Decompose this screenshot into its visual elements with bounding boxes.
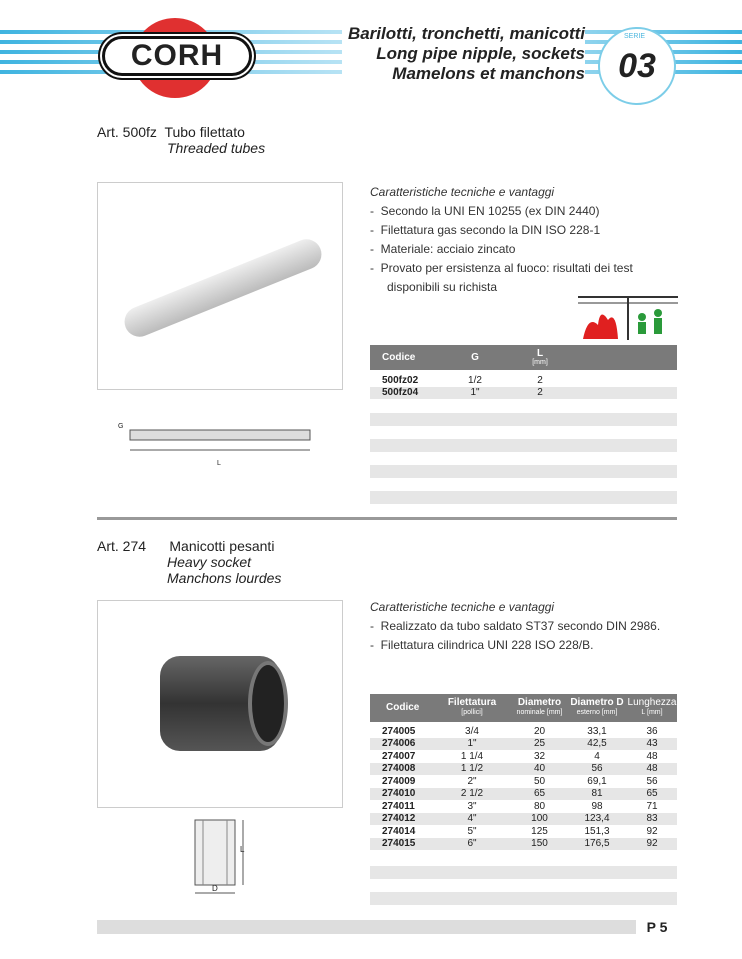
table-cell: 80	[533, 800, 546, 812]
table-cell: 48	[646, 750, 658, 762]
label-g: G	[118, 423, 124, 430]
table-cell: 42,5	[587, 738, 607, 750]
table-cell: 100	[531, 813, 548, 825]
footer-bar	[97, 920, 677, 934]
table-cell: 50	[533, 775, 546, 787]
table-header	[370, 345, 677, 370]
feature: Filettatura gas secondo la DIN ISO 228-1	[380, 223, 601, 237]
table-cell: 3"	[467, 800, 477, 812]
table-row	[370, 750, 677, 763]
art-code: Art. 274	[97, 538, 147, 554]
section2-features: Caratteristiche tecniche e vantaggi - Realizzato da tubo saldato ST37 secondo DIN 2986. - Filettatura cilindrica UNI 228 ISO 228/B.	[370, 598, 680, 655]
col-codice: Codice	[382, 352, 416, 363]
table-cell: 20	[533, 725, 546, 737]
table-cell: 4	[594, 750, 600, 762]
table-cell: 71	[646, 800, 658, 812]
col-lunghezza: Lunghezza	[627, 697, 677, 708]
table-cell: 1 1/4	[460, 750, 484, 762]
table-cell: 274007	[382, 750, 416, 762]
label-d: D	[212, 884, 218, 893]
header-titles	[342, 24, 585, 84]
table-500fz	[370, 345, 677, 517]
table-cell: 43	[646, 738, 658, 750]
table-cell: 25	[533, 738, 546, 750]
table-cell: 33,1	[587, 725, 607, 737]
table-cell: 1/2	[468, 374, 482, 386]
table-cell: 2	[537, 387, 543, 399]
blank-rows	[370, 413, 677, 504]
section1-features: Caratteristiche tecniche e vantaggi - Secondo la UNI EN 10255 (ex DIN 2440) - Filettatura gas secondo la DIN ISO 228-1 - Materiale: acciaio zincato - Provato per ersistenza al fuoco: risultati dei test disponibili su richista	[370, 183, 670, 297]
art-name-en: Threaded tubes	[167, 140, 266, 156]
title-it: Barilotti, tronchetti, manicotti	[347, 24, 585, 43]
series-seal: SERIE 03	[598, 27, 676, 105]
art-name-fr: Manchons lourdes	[167, 570, 282, 586]
table-cell: 125	[531, 825, 548, 837]
section-divider	[97, 517, 677, 520]
table-row	[370, 738, 677, 751]
section2-title	[97, 538, 281, 586]
table-cell: 500fz02	[382, 374, 419, 386]
col-codice: Codice	[386, 702, 420, 713]
label-l: L	[217, 460, 221, 467]
table-row	[370, 387, 677, 400]
art-name: Tubo filettato	[164, 124, 245, 140]
col-diametro-d: Diametro D	[570, 697, 624, 708]
table-header	[370, 694, 677, 722]
table-cell: 98	[591, 800, 603, 812]
table-cell: 92	[646, 838, 658, 850]
table-cell: 274009	[382, 775, 416, 787]
col-l-unit: [mm]	[532, 358, 548, 366]
table-cell: 274010	[382, 788, 416, 800]
table-cell: 274015	[382, 838, 416, 850]
table-cell: 48	[646, 763, 658, 775]
title-fr: Mamelons et manchons	[392, 64, 585, 83]
table-cell: 274005	[382, 725, 416, 737]
table-cell: 32	[533, 750, 546, 762]
col-sub: esterno [mm]	[576, 709, 618, 716]
table-row	[370, 725, 677, 738]
table-cell: 1"	[467, 738, 477, 750]
table-cell: 274014	[382, 825, 416, 837]
table-cell: 151,3	[584, 825, 610, 837]
fire-test-icon	[578, 295, 678, 340]
table-cell: 36	[646, 725, 658, 737]
title-en: Long pipe nipple, sockets	[376, 44, 585, 63]
art-name: Manicotti pesanti	[169, 538, 275, 554]
table-cell: 274012	[382, 813, 416, 825]
col-sub: [pollici]	[461, 709, 483, 716]
table-cell: 40	[533, 763, 546, 775]
product-image-tube	[97, 182, 343, 390]
tube-drawing	[115, 420, 325, 480]
table-cell: 176,5	[584, 838, 610, 850]
col-diametro: Diametro	[517, 697, 562, 708]
table-cell: 123,4	[584, 813, 610, 825]
table-cell: 65	[646, 788, 658, 800]
table-cell: 92	[646, 825, 658, 837]
feature: Materiale: acciaio zincato	[380, 242, 516, 256]
feature: Provato per ersistenza al fuoco: risultati dei test disponibili su richista	[380, 261, 633, 294]
col-sub: nominale [mm]	[516, 709, 563, 716]
feature: Secondo la UNI EN 10255 (ex DIN 2440)	[380, 204, 600, 218]
table-cell: 2 1/2	[460, 788, 484, 800]
table-cell: 3/4	[465, 725, 479, 737]
table-cell: 56	[591, 763, 603, 775]
table-row	[370, 775, 677, 788]
table-274	[370, 694, 677, 918]
table-cell: 5"	[467, 825, 477, 837]
features-title: Caratteristiche tecniche e vantaggi	[370, 600, 555, 614]
series-number: 03	[618, 46, 656, 85]
table-cell: 274011	[382, 800, 415, 812]
table-row	[370, 788, 677, 801]
page-number: P 5	[636, 917, 678, 937]
features-title: Caratteristiche tecniche e vantaggi	[370, 185, 555, 199]
col-l: L	[536, 347, 544, 359]
art-code: Art. 500fz	[97, 124, 157, 140]
product-image-socket	[97, 600, 343, 808]
table-cell: 2"	[467, 775, 477, 787]
socket-drawing	[185, 815, 255, 900]
table-cell: 2	[537, 374, 543, 386]
table-row	[370, 813, 677, 826]
table-cell: 500fz04	[382, 387, 419, 399]
col-filettatura: Filettatura	[447, 697, 497, 708]
table-cell: 274006	[382, 738, 416, 750]
logo: CORH	[102, 36, 252, 76]
table-row	[370, 374, 677, 387]
col-g: G	[471, 352, 479, 363]
table-row	[370, 800, 677, 813]
table-row	[370, 763, 677, 776]
section1-title	[97, 124, 265, 156]
table-cell: 56	[646, 775, 658, 787]
table-cell: 4"	[467, 813, 477, 825]
table-cell: 1"	[470, 387, 480, 399]
col-sub: L [mm]	[641, 709, 663, 716]
table-cell: 83	[646, 813, 658, 825]
table-cell: 1 1/2	[460, 763, 484, 775]
table-cell: 65	[533, 788, 546, 800]
art-name-en: Heavy socket	[167, 554, 252, 570]
blank-rows	[370, 866, 677, 905]
table-row	[370, 838, 677, 851]
label-l: L	[240, 845, 245, 854]
table-cell: 274008	[382, 763, 416, 775]
feature: Realizzato da tubo saldato ST37 secondo DIN 2986.	[380, 619, 661, 633]
table-cell: 150	[531, 838, 548, 850]
table-cell: 6"	[467, 838, 477, 850]
table-cell: 81	[591, 788, 603, 800]
feature: Filettatura cilindrica UNI 228 ISO 228/B.	[380, 638, 594, 652]
table-row	[370, 825, 677, 838]
table-cell: 69,1	[587, 775, 607, 787]
